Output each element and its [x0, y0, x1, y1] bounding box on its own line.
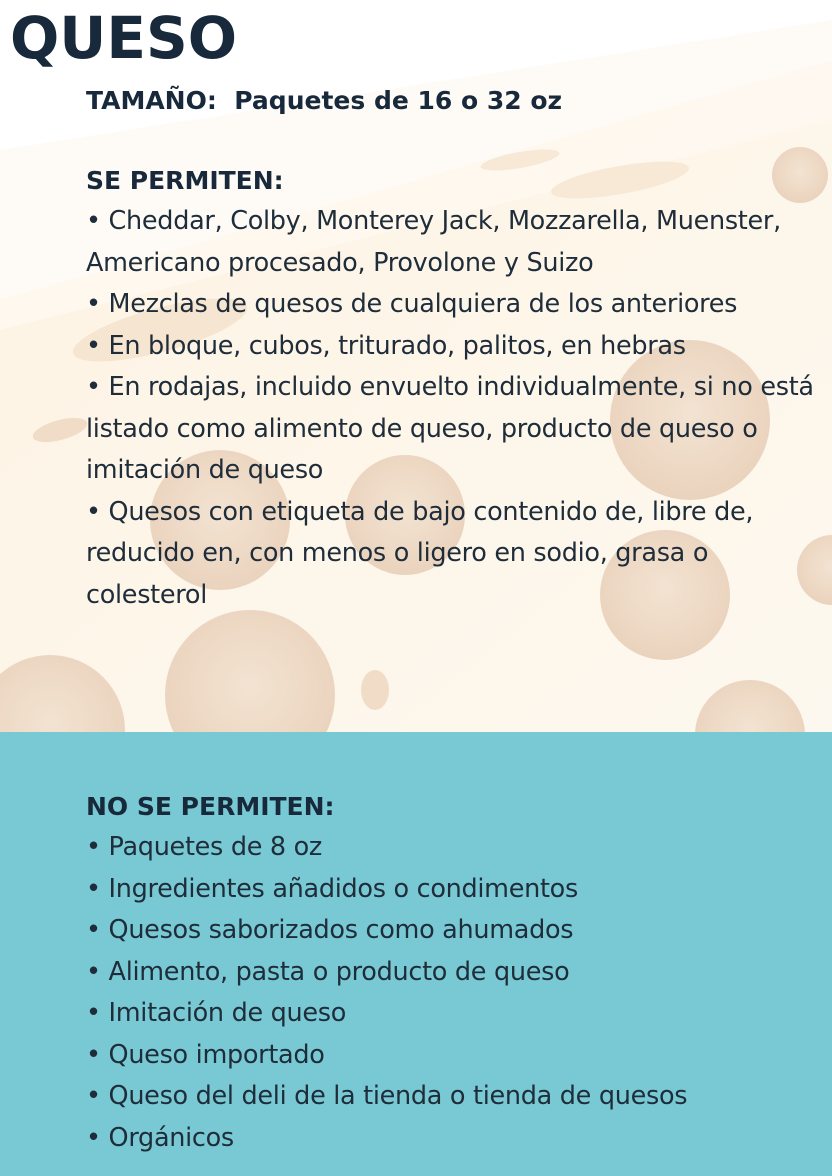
not-allowed-section — [0, 732, 832, 1176]
allowed-item: • Quesos con etiqueta de bajo contenido de, libre de, reducido en, con menos o ligero en sodio, grasa o colesterol — [86, 496, 754, 610]
not-allowed-item: • Imitación de queso — [86, 998, 347, 1028]
not-allowed-item: • Queso importado — [86, 1039, 325, 1070]
not-allowed-item: • Alimento, pasta o producto de queso — [86, 956, 570, 987]
allowed-heading: SE PERMITEN: — [86, 166, 284, 195]
allowed-list — [86, 160, 826, 616]
not-allowed-item: • Paquetes de 8 oz — [86, 832, 323, 862]
not-allowed-item: • Quesos saborizados como ahumados — [86, 915, 574, 945]
page-title: QUESO — [10, 4, 238, 72]
allowed-item: • Mezclas de quesos de cualquiera de los anteriores — [86, 289, 738, 319]
not-allowed-list — [86, 786, 816, 1159]
size-value: Paquetes de 16 o 32 oz — [234, 86, 563, 115]
not-allowed-item: • Orgánicos — [86, 1122, 234, 1153]
allowed-item: • Cheddar, Colby, Monterey Jack, Mozzarella, Muenster, Americano procesado, Provolone y Suizo — [86, 206, 781, 278]
not-allowed-heading: NO SE PERMITEN: — [86, 792, 335, 821]
not-allowed-item: • Ingredientes añadidos o condimentos — [86, 873, 578, 904]
allowed-item: • En rodajas, incluido envuelto individualmente, si no está listado como alimento de queso, producto de queso o imitación de queso — [86, 372, 814, 485]
size-label: TAMAÑO: — [86, 86, 217, 115]
size-line — [86, 83, 562, 119]
not-allowed-item: • Queso del deli de la tienda o tienda de quesos — [86, 1081, 688, 1111]
allowed-item: • En bloque, cubos, triturado, palitos, en hebras — [86, 330, 686, 361]
